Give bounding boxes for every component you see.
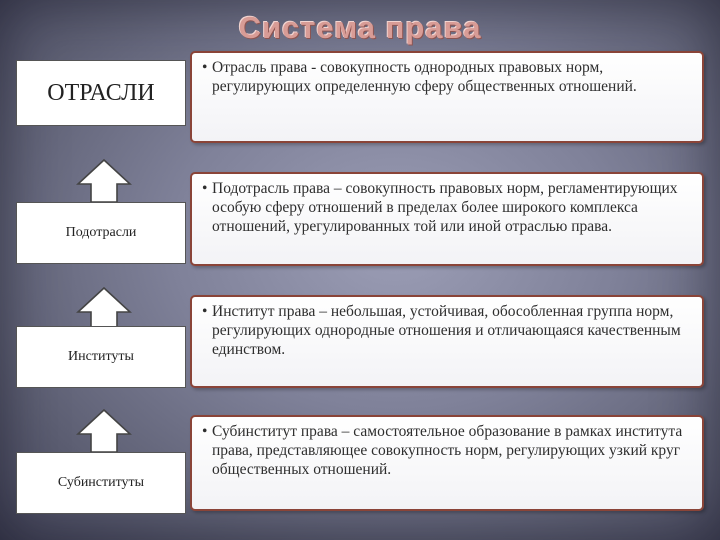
bullet-icon: • bbox=[202, 303, 208, 320]
bullet-icon: • bbox=[202, 180, 208, 197]
definition-text: Отрасль права - совокупность однородных правовых норм, регулирующих определенную сферу общественных отношений. bbox=[212, 59, 637, 95]
page-title: Система права bbox=[238, 10, 482, 45]
level-label-instituty: Институты bbox=[16, 326, 186, 388]
up-arrow-icon bbox=[76, 408, 132, 454]
definition-text: Подотрасль права – совокупность правовых норм, регламентирующих особую сферу отношений в пределах более широкого комплекса отношений, урегулированных той или иной отраслью права. bbox=[212, 180, 678, 235]
level-label-otrasli: ОТРАСЛИ bbox=[16, 60, 186, 126]
definition-box-podotrasl bbox=[190, 172, 704, 266]
definition-box-subinstitut bbox=[190, 415, 704, 511]
definition-text: Субинститут права – самостоятельное образование в рамках института права, представляющее совокупность норм, регулирующих узкий круг общественных отношений. bbox=[212, 423, 683, 478]
definition-box-institut bbox=[190, 295, 704, 388]
level-label-subinstituty: Субинституты bbox=[16, 452, 186, 514]
definition-text: Институт права – небольшая, устойчивая, обособленная группа норм, регулирующих однородные отношения и отличающаяся качественным единством. bbox=[212, 303, 681, 358]
bullet-icon: • bbox=[202, 59, 208, 76]
bullet-icon: • bbox=[202, 423, 208, 440]
level-label-podotrasli: Подотрасли bbox=[16, 202, 186, 264]
up-arrow-icon bbox=[76, 158, 132, 204]
definition-box-otrasl bbox=[190, 51, 704, 143]
